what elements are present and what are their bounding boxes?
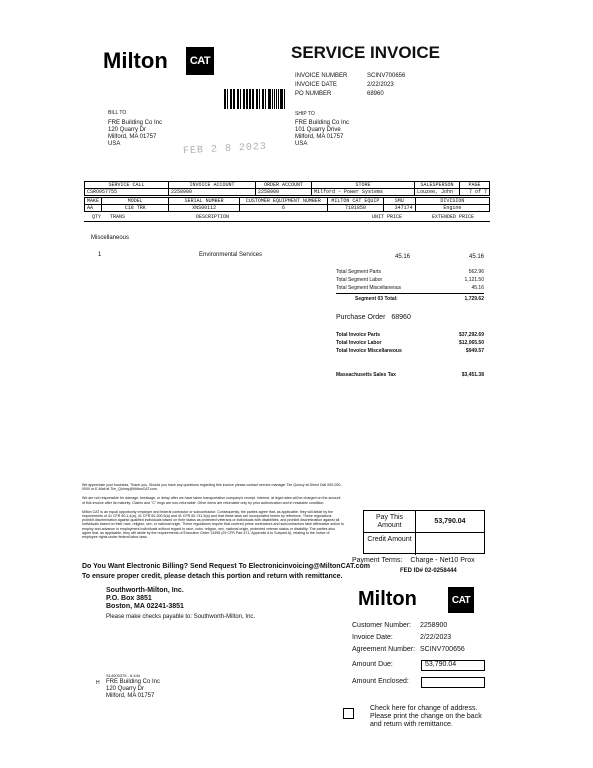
table-header-row [85,182,490,189]
line-item-unit-price: 45.16 [394,254,410,260]
table-cell: XNS00112 [169,205,240,212]
cat-logo-text: CAT [189,55,211,67]
mail-to-line: FRE Building Co Inc [106,679,161,685]
purchase-order-value: 68960 [391,314,411,321]
barcode-bar [227,89,228,109]
table-cell: Louzee, John [415,189,460,196]
amount-due-label: Amount Due: [352,661,393,668]
segment-misc-row [336,284,484,292]
barcode-bar [240,89,241,109]
table-header-cell: MODEL [102,198,169,205]
invoice-date-footer-label: Invoice Date: [352,634,393,641]
ship-to-line: FRE Building Co Inc [295,120,350,126]
ship-to-label: SHIP TO [295,111,315,117]
payment-terms-value: Charge - Net10 Prox [410,557,475,564]
amount-enclosed-field[interactable] [421,677,485,688]
invoice-parts-value: $37,292.69 [458,332,484,338]
segment-parts-value: 562.96 [468,269,484,275]
divider [336,293,484,294]
barcode-bar [265,89,266,109]
table-header-cell: SMU [383,198,415,205]
barcode-bar [284,89,285,109]
milton-logo: Milton [103,48,168,73]
remit-to-line: Boston, MA 02241-3851 [106,603,184,610]
table-cell: 2258900 [169,189,256,196]
table-row [85,189,490,196]
barcode-bar [269,89,271,109]
barcode-bar [259,89,260,109]
description-header: DESCRIPTION [196,214,230,220]
barcode-bar [263,89,264,109]
pay-amount-row [364,511,484,533]
mail-to-line: Milford, MA 01757 [106,693,155,699]
sales-tax-label: Massachusetts Sales Tax [336,372,396,378]
unit-price-header: UNIT PRICE [372,214,403,220]
barcode-bar [257,89,258,109]
table-cell: CSRO957755 [85,189,169,196]
segment-total-value: 1,729.62 [464,296,484,302]
pay-amount-value: 53,790.04 [434,518,466,525]
equipment-table [84,197,490,212]
invoice-number-row [295,73,445,82]
milton-logo-footer: Milton [358,588,417,610]
qty-header: QTY [92,214,102,220]
barcode-bar [231,89,232,109]
segment-labor-row [336,276,484,284]
barcode-bar [276,89,277,109]
invoice-date-row [295,82,445,91]
ship-to-address [295,120,349,148]
table-cell: Milford - Power Systems [312,189,415,196]
address-change-checkbox[interactable] [343,708,354,719]
po-number-row [295,91,445,100]
barcode-bar [225,89,226,109]
address-change-note: Check here for change of address. Please print the change on the back and return with remittance. [370,705,482,728]
table-header-cell: PAGE [460,182,490,189]
barcode-bar [233,89,235,109]
barcode-bar [250,89,251,109]
table-header-cell: SERVICE CALL [85,182,169,189]
agreement-number-label: Agreement Number: [352,646,416,653]
invoice-number-value: SCINV700656 [367,73,406,79]
segment-labor-value: 1,121.50 [464,277,484,283]
page-title: SERVICE INVOICE [291,43,440,62]
bill-to-address [108,120,162,148]
payment-terms-label: Payment Terms: [352,557,403,564]
customer-number-row [352,620,492,632]
table-cell: Engine [415,205,489,212]
table-header-cell: CUSTOMER EQUIPMENT NUMBER [239,198,327,205]
barcode-bar [278,89,279,109]
pay-amount-label: Pay This Amount [364,511,416,532]
segment-totals [336,268,484,292]
table-header-cell: SERIAL NUMBER [169,198,240,205]
table-header-cell: ORDER ACCOUNT [256,182,312,189]
invoice-date-value: 2/22/2023 [367,82,394,88]
segment-labor-label: Total Segment Labor [336,277,383,283]
detach-note: To ensure proper credit, please detach this portion and return with remittance. [82,573,343,580]
ship-to-line: 101 Quarry Drive [295,127,341,133]
fine-print-paragraph: Milton CAT is an equal opportunity employer and federal contractor or subcontractor. Consequently, the parties agree that, as applicable, they will abide by the requirements of 41 CFR 60-1.4(a), 41 CFR 60-300.5(a) and 41 CFR 60-741.5(a) and that these laws are incorporated herein by reference. These regulations prohibit discrimination against qualified individuals based on their status as protected veterans or individuals with disabilities, and prohibit discrimination against all individuals based on their race, religion, sex, or national origin. These regulations require that covered prime contractors and subcontractors take affirmative action to employ and advance in employment individuals without regard to race, color, religion, sex, national origin, protected veteran status or disability. The parties also agree that, as applicable, they will abide by the requirements of Executive Order 13496 (29 CFR Part 471, Appendix A to Subpart A), relating to the notice of employee rights under federal labor laws. [82,509,344,540]
line-item-extended-price: 45.16 [468,254,484,260]
segment-total-label: Segment 03 Total: [355,296,398,302]
barcode-bar [272,89,273,109]
credit-amount-label: Credit Amount [364,533,416,555]
invoice-date-footer-row [352,632,492,644]
received-stamp: FEB 2 8 2023 [182,141,268,158]
payable-note: Please make checks payable to: Southworth-Milton, Inc. [106,614,256,620]
ship-to-line: USA [295,141,308,147]
barcode [224,89,286,109]
po-number-value: 68960 [367,91,384,97]
ship-to-line: Milford, MA 01757 [295,134,344,140]
credit-amount-row [364,533,484,555]
remit-details [352,620,492,656]
invoice-labor-label: Total Invoice Labor [336,340,382,346]
segment-parts-row [336,268,484,276]
cat-logo [186,47,214,75]
invoice-parts-label: Total Invoice Parts [336,332,381,338]
invoice-date-label: INVOICE DATE [295,82,337,88]
barcode-bar [238,89,239,109]
invoice-number-label: INVOICE NUMBER [295,73,348,79]
bill-to-line: FRE Building Co Inc [108,120,163,126]
extended-price-header: EXTENDED PRICE [432,214,475,220]
invoice-info-table [84,181,490,196]
mail-code: S14000375 - 6.444 [106,673,141,678]
line-items-header [84,214,490,222]
purchase-order-label: Purchase Order [336,314,386,321]
barcode-bar [244,89,245,109]
bill-to-line: 120 Quarry Dr [108,127,147,133]
customer-number-label: Customer Number: [352,622,412,629]
section-label: Miscellaneous [91,235,130,241]
sales-tax-row [336,373,484,378]
invoice-parts-row [336,331,484,339]
po-number-label: PO NUMBER [295,91,332,97]
table-row [85,205,490,212]
fine-print [82,483,344,539]
barcode-bar [246,89,247,109]
line-item-description: Environmental Services [199,252,263,258]
segment-misc-value: 45.16 [471,285,484,291]
segment-misc-label: Total Segment Miscellaneous [336,285,402,291]
mail-mark: H [96,680,100,686]
bill-to-line: USA [108,141,121,147]
table-header-row [85,198,490,205]
table-header-cell: SALESPERSON [415,182,460,189]
fed-id: FED ID# 02-0258444 [400,568,457,574]
remit-to-line: Southworth-Milton, Inc. [106,587,184,594]
line-item-qty: 1 [98,252,102,258]
invoice-misc-row [336,347,484,355]
invoice-labor-row [336,339,484,347]
credit-amount-value [416,533,484,555]
payment-terms [352,557,475,565]
electronic-billing-note: Do You Want Electronic Billing? Send Request To Electronicinvoicing@MiltonCAT.com [82,563,371,570]
agreement-number-value: SCINV700656 [420,646,465,653]
mail-to-address [106,679,160,700]
purchase-order [336,314,411,322]
pay-box [363,510,485,554]
cat-logo-footer-text: CAT [451,594,471,606]
invoice-misc-value: $949.57 [465,348,484,354]
mail-to-line: 120 Quarry Dr [106,686,145,692]
barcode-bar [281,89,282,109]
trans-header: TRANS [110,214,126,220]
barcode-bar [252,89,254,109]
table-header-cell: STORE [312,182,415,189]
agreement-number-row [352,644,492,656]
amount-due-value: 53,790.04 [425,661,457,668]
table-header-cell: INVOICE ACCOUNT [169,182,256,189]
customer-number-value: 2258900 [420,622,448,629]
table-cell: 2258900 [256,189,312,196]
invoice-date-footer-value: 2/22/2023 [420,634,452,641]
table-header-cell: MILTON CAT EQUIP [327,198,383,205]
invoice-misc-label: Total Invoice Miscellaneous [336,348,402,354]
table-cell: 7101850 [327,205,383,212]
table-cell: AA [85,205,102,212]
fine-print-paragraph: We appreciate your business. Thank you. Should you have any questions regarding this invoice please contact service manager Tim Quincy at Direct Dial 000-000-0000 or E-Mail at Tim_Quincy@MiltonCAT.com. [82,483,342,492]
table-cell: 7 of 7 [460,189,490,196]
sales-tax-value: $3,451.38 [461,372,484,378]
table-header-cell: DIVISION [415,198,489,205]
segment-parts-label: Total Segment Parts [336,269,382,275]
invoice-header-fields [295,73,445,100]
table-header-cell: MAKE [85,198,102,205]
table-cell: 347174 [383,205,415,212]
bill-to-label: BILL TO [108,110,127,116]
fine-print-paragraph: We are not responsible for damage, breakage, or delay after we have taken transportation company's receipt. Interest, at legal rates will be charged on the amount of this invoice after its maturity. Claims and "C" rings are non-returnable. Other items are returnable only by prior authorization and in resalable condition. [82,496,341,505]
bill-to-line: Milford, MA 01757 [108,134,157,140]
invoice-totals [336,331,484,355]
table-cell: 6 [239,205,327,212]
table-cell: C18 TRK [102,205,169,212]
remit-to-line: P.O. Box 3851 [106,595,152,602]
invoice-labor-value: $12,065.50 [458,340,484,346]
remit-to-address [106,587,184,611]
cat-logo-footer [448,587,474,613]
amount-due-field [421,660,485,671]
amount-enclosed-label: Amount Enclosed: [352,678,409,685]
